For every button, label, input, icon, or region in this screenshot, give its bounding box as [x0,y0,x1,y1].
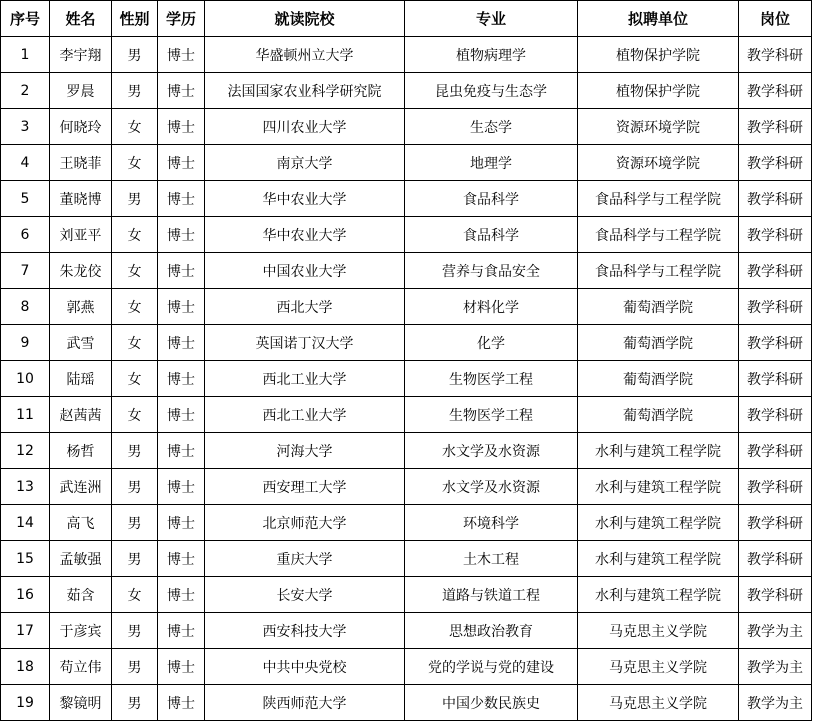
cell-col-major: 植物病理学 [405,37,578,73]
header-col-school: 就读院校 [205,1,405,37]
cell-col-unit: 葡萄酒学院 [578,325,739,361]
cell-col-major: 水文学及水资源 [405,469,578,505]
cell-col-name: 李宇翔 [50,37,112,73]
cell-col-degree: 博士 [158,325,205,361]
cell-col-unit: 资源环境学院 [578,109,739,145]
cell-col-position: 教学科研 [739,181,812,217]
cell-col-position: 教学科研 [739,289,812,325]
cell-col-unit: 水利与建筑工程学院 [578,505,739,541]
cell-col-degree: 博士 [158,469,205,505]
cell-col-gender: 女 [112,397,158,433]
cell-col-index: 9 [1,325,50,361]
cell-col-unit: 水利与建筑工程学院 [578,469,739,505]
cell-col-index: 8 [1,289,50,325]
cell-col-major: 土木工程 [405,541,578,577]
cell-col-degree: 博士 [158,217,205,253]
table-row [1,109,812,145]
cell-col-degree: 博士 [158,649,205,685]
cell-col-position: 教学科研 [739,541,812,577]
cell-col-gender: 男 [112,433,158,469]
header-row [1,1,812,37]
cell-col-index: 15 [1,541,50,577]
cell-col-degree: 博士 [158,613,205,649]
table-row [1,613,812,649]
cell-col-unit: 水利与建筑工程学院 [578,577,739,613]
cell-col-degree: 博士 [158,397,205,433]
cell-col-degree: 博士 [158,361,205,397]
cell-col-degree: 博士 [158,37,205,73]
cell-col-unit: 食品科学与工程学院 [578,217,739,253]
cell-col-unit: 植物保护学院 [578,37,739,73]
cell-col-school: 中共中央党校 [205,649,405,685]
cell-col-school: 西安理工大学 [205,469,405,505]
cell-col-school: 陕西师范大学 [205,685,405,721]
cell-col-name: 孟敏强 [50,541,112,577]
cell-col-major: 食品科学 [405,181,578,217]
cell-col-degree: 博士 [158,181,205,217]
cell-col-school: 南京大学 [205,145,405,181]
cell-col-unit: 水利与建筑工程学院 [578,541,739,577]
cell-col-position: 教学科研 [739,505,812,541]
table-row [1,685,812,721]
cell-col-gender: 女 [112,361,158,397]
cell-col-position: 教学科研 [739,253,812,289]
cell-col-position: 教学科研 [739,217,812,253]
cell-col-name: 朱龙佼 [50,253,112,289]
cell-col-index: 2 [1,73,50,109]
header-col-index: 序号 [1,1,50,37]
cell-col-gender: 男 [112,73,158,109]
cell-col-degree: 博士 [158,73,205,109]
table-row [1,325,812,361]
cell-col-index: 13 [1,469,50,505]
cell-col-school: 西北大学 [205,289,405,325]
cell-col-gender: 男 [112,613,158,649]
cell-col-name: 高飞 [50,505,112,541]
cell-col-gender: 男 [112,505,158,541]
cell-col-name: 董晓博 [50,181,112,217]
cell-col-position: 教学为主 [739,685,812,721]
cell-col-school: 长安大学 [205,577,405,613]
cell-col-school: 重庆大学 [205,541,405,577]
header-col-position: 岗位 [739,1,812,37]
cell-col-unit: 食品科学与工程学院 [578,181,739,217]
cell-col-position: 教学科研 [739,37,812,73]
cell-col-name: 武雪 [50,325,112,361]
header-col-name: 姓名 [50,1,112,37]
header-col-major: 专业 [405,1,578,37]
cell-col-degree: 博士 [158,505,205,541]
cell-col-gender: 女 [112,325,158,361]
cell-col-gender: 女 [112,289,158,325]
cell-col-name: 苟立伟 [50,649,112,685]
cell-col-major: 化学 [405,325,578,361]
header-col-gender: 性别 [112,1,158,37]
cell-col-index: 5 [1,181,50,217]
cell-col-index: 7 [1,253,50,289]
cell-col-name: 茹含 [50,577,112,613]
cell-col-index: 14 [1,505,50,541]
cell-col-name: 刘亚平 [50,217,112,253]
cell-col-index: 3 [1,109,50,145]
cell-col-name: 赵茜茜 [50,397,112,433]
cell-col-school: 西安科技大学 [205,613,405,649]
table-row [1,37,812,73]
table-row [1,505,812,541]
cell-col-name: 何晓玲 [50,109,112,145]
cell-col-name: 王晓菲 [50,145,112,181]
cell-col-degree: 博士 [158,433,205,469]
cell-col-unit: 水利与建筑工程学院 [578,433,739,469]
table-row [1,649,812,685]
cell-col-index: 17 [1,613,50,649]
cell-col-school: 四川农业大学 [205,109,405,145]
cell-col-school: 华盛顿州立大学 [205,37,405,73]
cell-col-position: 教学科研 [739,397,812,433]
table-row [1,145,812,181]
cell-col-major: 环境科学 [405,505,578,541]
cell-col-major: 道路与铁道工程 [405,577,578,613]
cell-col-index: 12 [1,433,50,469]
cell-col-position: 教学科研 [739,433,812,469]
cell-col-major: 地理学 [405,145,578,181]
table-row [1,217,812,253]
cell-col-position: 教学科研 [739,325,812,361]
cell-col-name: 郭燕 [50,289,112,325]
cell-col-school: 北京师范大学 [205,505,405,541]
cell-col-position: 教学科研 [739,109,812,145]
cell-col-unit: 食品科学与工程学院 [578,253,739,289]
cell-col-index: 11 [1,397,50,433]
cell-col-major: 中国少数民族史 [405,685,578,721]
table-row [1,469,812,505]
cell-col-position: 教学科研 [739,577,812,613]
cell-col-degree: 博士 [158,145,205,181]
table-row [1,181,812,217]
cell-col-index: 4 [1,145,50,181]
cell-col-major: 思想政治教育 [405,613,578,649]
cell-col-unit: 葡萄酒学院 [578,397,739,433]
cell-col-major: 材料化学 [405,289,578,325]
table-body [1,37,812,721]
cell-col-index: 19 [1,685,50,721]
cell-col-position: 教学科研 [739,361,812,397]
cell-col-unit: 马克思主义学院 [578,685,739,721]
cell-col-unit: 葡萄酒学院 [578,289,739,325]
cell-col-degree: 博士 [158,541,205,577]
cell-col-unit: 资源环境学院 [578,145,739,181]
table-row [1,433,812,469]
cell-col-position: 教学科研 [739,469,812,505]
cell-col-degree: 博士 [158,289,205,325]
cell-col-position: 教学为主 [739,649,812,685]
cell-col-gender: 女 [112,217,158,253]
cell-col-major: 水文学及水资源 [405,433,578,469]
cell-col-name: 于彦宾 [50,613,112,649]
cell-col-gender: 男 [112,649,158,685]
cell-col-school: 西北工业大学 [205,361,405,397]
cell-col-unit: 马克思主义学院 [578,649,739,685]
table-row [1,541,812,577]
cell-col-gender: 男 [112,541,158,577]
cell-col-name: 陆瑶 [50,361,112,397]
cell-col-major: 党的学说与党的建设 [405,649,578,685]
cell-col-gender: 女 [112,145,158,181]
cell-col-name: 武连洲 [50,469,112,505]
cell-col-name: 黎镜明 [50,685,112,721]
cell-col-index: 16 [1,577,50,613]
cell-col-degree: 博士 [158,685,205,721]
cell-col-school: 英国诺丁汉大学 [205,325,405,361]
cell-col-index: 18 [1,649,50,685]
cell-col-school: 中国农业大学 [205,253,405,289]
cell-col-degree: 博士 [158,109,205,145]
table-row [1,397,812,433]
cell-col-school: 华中农业大学 [205,217,405,253]
cell-col-major: 昆虫免疫与生态学 [405,73,578,109]
cell-col-position: 教学为主 [739,613,812,649]
cell-col-gender: 男 [112,181,158,217]
cell-col-degree: 博士 [158,577,205,613]
cell-col-school: 河海大学 [205,433,405,469]
header-col-unit: 拟聘单位 [578,1,739,37]
cell-col-major: 生物医学工程 [405,397,578,433]
table-row [1,73,812,109]
cell-col-gender: 女 [112,109,158,145]
cell-col-position: 教学科研 [739,145,812,181]
cell-col-name: 杨哲 [50,433,112,469]
cell-col-school: 华中农业大学 [205,181,405,217]
cell-col-unit: 植物保护学院 [578,73,739,109]
table-row [1,361,812,397]
cell-col-index: 6 [1,217,50,253]
cell-col-major: 食品科学 [405,217,578,253]
cell-col-name: 罗晨 [50,73,112,109]
table-row [1,577,812,613]
table-row [1,289,812,325]
cell-col-degree: 博士 [158,253,205,289]
cell-col-major: 营养与食品安全 [405,253,578,289]
cell-col-major: 生物医学工程 [405,361,578,397]
cell-col-index: 1 [1,37,50,73]
header-col-degree: 学历 [158,1,205,37]
cell-col-school: 西北工业大学 [205,397,405,433]
cell-col-gender: 男 [112,685,158,721]
table-row [1,253,812,289]
cell-col-school: 法国国家农业科学研究院 [205,73,405,109]
cell-col-gender: 女 [112,577,158,613]
cell-col-position: 教学科研 [739,73,812,109]
cell-col-unit: 马克思主义学院 [578,613,739,649]
cell-col-gender: 男 [112,37,158,73]
cell-col-index: 10 [1,361,50,397]
cell-col-unit: 葡萄酒学院 [578,361,739,397]
cell-col-gender: 女 [112,253,158,289]
cell-col-gender: 男 [112,469,158,505]
cell-col-major: 生态学 [405,109,578,145]
